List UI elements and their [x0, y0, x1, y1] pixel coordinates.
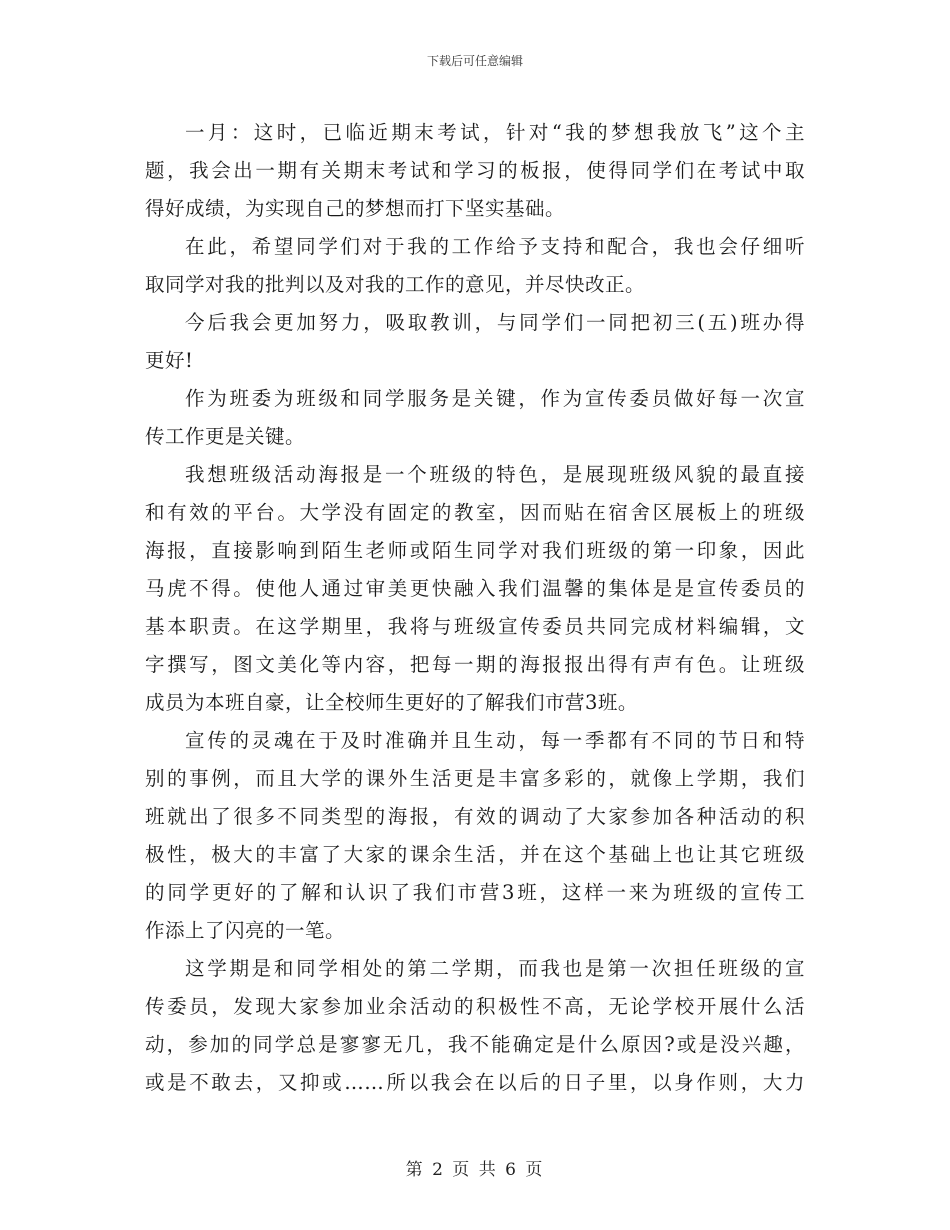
- text-line: 一月：这时，已临近期末考试，针对“我的梦想我放飞”这个主: [185, 121, 805, 144]
- text-line: 马虎不得。使他人通过审美更快融入我们温馨的集体是是宣传委员的: [145, 577, 805, 600]
- text-line: 作添上了闪亮的一笔。: [145, 919, 346, 942]
- paragraph: [145, 722, 805, 950]
- text-line: 别的事例，而且大学的课外生活更是丰富多彩的，就像上学期，我们: [145, 767, 805, 790]
- page-number-footer: 第 2 页 共 6 页: [405, 1160, 545, 1180]
- text-line: 班就出了很多不同类型的海报，有效的调动了大家参加各种活动的积: [145, 805, 805, 828]
- text-line: 传委员，发现大家参加业余活动的积极性不高，无论学校开展什么活: [145, 995, 805, 1018]
- text-line: 这学期是和同学相处的第二学期，而我也是第一次担任班级的宣: [185, 957, 805, 980]
- text-line: 我想班级活动海报是一个班级的特色，是展现班级风貌的最直接: [185, 463, 805, 486]
- text-line: 更好!: [145, 349, 194, 372]
- paragraph: [145, 950, 805, 1102]
- text-line: 字撰写，图文美化等内容，把每一期的海报报出得有声有色。让班级: [145, 653, 805, 676]
- text-line: 题，我会出一期有关期末考试和学习的板报，使得同学们在考试中取: [145, 159, 805, 182]
- text-line: 极性，极大的丰富了大家的课余生活，并在这个基础上也让其它班级: [145, 843, 805, 866]
- text-line: 动，参加的同学总是寥寥无几，我不能确定是什么原因?或是没兴趣，: [145, 1033, 805, 1056]
- text-line: 得好成绩，为实现自己的梦想而打下坚实基础。: [145, 197, 566, 220]
- text-line: 宣传的灵魂在于及时准确并且生动，每一季都有不同的节日和特: [185, 729, 805, 752]
- text-line: 和有效的平台。大学没有固定的教室，因而贴在宿舍区展板上的班级: [145, 501, 805, 524]
- text-line: 今后我会更加努力，吸取教训，与同学们一同把初三(五)班办得: [185, 311, 805, 334]
- text-line: 取同学对我的批判以及对我的工作的意见，并尽快改正。: [145, 273, 646, 296]
- text-line: 的同学更好的了解和认识了我们市营3班，这样一来为班级的宣传工: [145, 881, 805, 904]
- paragraph: [145, 304, 805, 380]
- paragraph: [145, 228, 805, 304]
- paragraph: [145, 456, 805, 722]
- text-line: 在此，希望同学们对于我的工作给予支持和配合，我也会仔细听: [185, 235, 805, 258]
- paragraph: [145, 380, 805, 456]
- text-line: 或是不敢去，又抑或……所以我会在以后的日子里，以身作则，大力: [145, 1071, 805, 1094]
- text-line: 基本职责。在这学期里，我将与班级宣传委员共同完成材料编辑，文: [145, 615, 805, 638]
- text-line: 作为班委为班级和同学服务是关键，作为宣传委员做好每一次宣: [185, 387, 805, 410]
- text-line: 成员为本班自豪，让全校师生更好的了解我们市营3班。: [145, 691, 638, 714]
- paragraph: [145, 114, 805, 228]
- text-line: 海报，直接影响到陌生老师或陌生同学对我们班级的第一印象，因此: [145, 539, 805, 562]
- page-header: 下载后可任意编辑: [426, 54, 523, 68]
- document-body: [145, 114, 805, 1102]
- text-line: 传工作更是关键。: [145, 425, 306, 448]
